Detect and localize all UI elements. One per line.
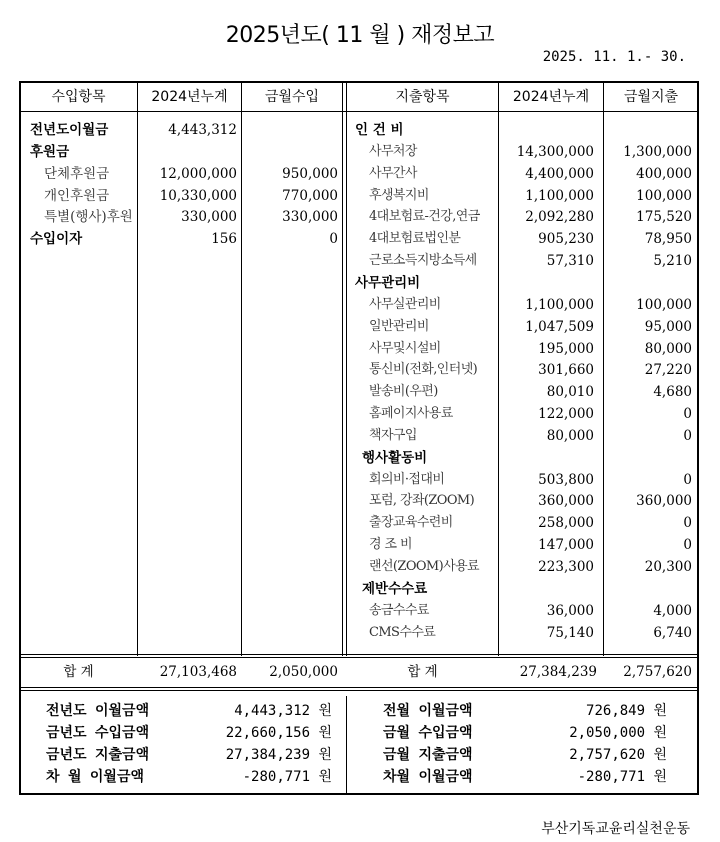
expense-item-month: 95,000 xyxy=(644,318,692,335)
expense-item-cum: 122,000 xyxy=(538,406,594,423)
summary-left-value: 22,660,156 원 xyxy=(225,725,332,741)
total-line xyxy=(19,657,699,658)
expense-item-label: 홈페이지사용료 xyxy=(369,406,453,422)
expense-item-cum: 1,047,509 xyxy=(525,318,594,335)
summary-divider xyxy=(346,696,347,795)
summary-left-label: 금년도 수입금액 xyxy=(46,725,150,741)
expense-item-label: 4대보험료-건강,연금 xyxy=(369,209,480,225)
expense-item-cum: 301,660 xyxy=(538,362,594,379)
header-expense-cum: 2024년누계 xyxy=(512,89,590,105)
expense-item-cum: 360,000 xyxy=(538,493,594,510)
expense-item-label: 포럼, 강좌(ZOOM) xyxy=(369,493,475,509)
expense-item-cum: 80,000 xyxy=(546,427,594,444)
expense-item-month: 78,950 xyxy=(644,231,692,248)
expense-item-label: 사무간사 xyxy=(369,165,417,181)
expense-item-cum: 195,000 xyxy=(538,340,594,357)
expense-item-label: 근로소득지방소득세 xyxy=(369,253,477,269)
summary-left-value: 27,384,239 원 xyxy=(225,747,332,763)
col-divider xyxy=(346,81,347,656)
col-divider xyxy=(342,81,343,656)
income-item-cum: 12,000,000 xyxy=(159,165,237,182)
report-title: 2025년도( 11 월 ) 재정보고 xyxy=(225,23,495,48)
expense-item-label: 인 건 비 xyxy=(355,122,404,138)
summary-right-label: 금월 수입금액 xyxy=(383,725,473,741)
summary-left-label: 차 월 이월금액 xyxy=(46,769,145,785)
expense-total-label: 합 계 xyxy=(407,664,438,680)
income-item-month: 0 xyxy=(329,231,338,248)
expense-item-month: 400,000 xyxy=(636,165,692,182)
summary-right-label: 금월 지출금액 xyxy=(383,747,473,763)
expense-item-label: 후생복지비 xyxy=(369,187,429,203)
income-item-month: 330,000 xyxy=(282,209,338,226)
expense-item-cum: 4,400,000 xyxy=(525,165,594,182)
expense-item-cum: 57,310 xyxy=(546,253,594,270)
expense-item-month: 4,000 xyxy=(653,602,692,619)
expense-item-cum: 1,100,000 xyxy=(525,296,594,313)
expense-total-month: 2,757,620 xyxy=(623,664,692,680)
summary-right-label: 차월 이월금액 xyxy=(383,769,473,785)
income-item-label: 수입이자 xyxy=(30,231,83,248)
summary-right-value: 2,757,620 원 xyxy=(569,747,667,763)
income-item-cum: 4,443,312 xyxy=(168,122,237,138)
header-income-cum: 2024년누계 xyxy=(151,89,228,105)
report-period: 2025. 11. 1.- 30. xyxy=(542,49,686,65)
expense-item-month: 0 xyxy=(683,471,692,488)
expense-item-month: 5,210 xyxy=(653,253,692,270)
summary-left-label: 금년도 지출금액 xyxy=(46,747,150,763)
summary-left-value: -280,771 원 xyxy=(242,769,332,785)
expense-item-month: 20,300 xyxy=(644,559,692,575)
expense-item-label: 사무및시설비 xyxy=(369,340,441,356)
expense-item-cum: 258,000 xyxy=(538,515,594,532)
expense-item-cum: 905,230 xyxy=(538,231,594,248)
expense-item-label: 4대보험료법인분 xyxy=(369,231,461,247)
header-income-item: 수입항목 xyxy=(51,89,106,105)
summary-right-label: 전월 이월금액 xyxy=(383,703,473,719)
income-total-month: 2,050,000 xyxy=(269,664,338,680)
expense-item-label: 랜선(ZOOM)사용료 xyxy=(369,559,479,574)
expense-item-cum: 80,010 xyxy=(546,384,594,401)
header-line xyxy=(19,111,699,112)
expense-item-cum: 14,300,000 xyxy=(516,143,594,160)
income-item-month: 770,000 xyxy=(282,187,338,204)
income-item-cum: 10,330,000 xyxy=(159,187,237,204)
expense-item-label: 통신비(전화,인터넷) xyxy=(369,362,478,378)
expense-item-label: 제반수수료 xyxy=(362,580,428,597)
expense-item-cum: 75,140 xyxy=(546,624,594,641)
expense-item-month: 360,000 xyxy=(636,493,692,510)
expense-item-label: 경 조 비 xyxy=(369,537,412,553)
expense-item-month: 0 xyxy=(683,515,692,532)
expense-item-label: 사무실관리비 xyxy=(369,296,441,312)
expense-item-month: 0 xyxy=(683,406,692,423)
summary-line xyxy=(19,690,699,691)
income-total-cum: 27,103,468 xyxy=(159,664,237,680)
summary-left-value: 4,443,312 원 xyxy=(234,703,332,719)
organization-name: 부산기독교윤리실천운동 xyxy=(541,821,690,837)
expense-item-label: 출장교육수련비 xyxy=(369,515,453,531)
expense-item-month: 0 xyxy=(683,427,692,444)
expense-item-label: 사무처장 xyxy=(369,143,417,159)
income-item-label: 전년도이월금 xyxy=(30,122,109,138)
expense-item-month: 0 xyxy=(683,537,692,554)
summary-right-value: 726,849 원 xyxy=(586,703,667,719)
expense-item-cum: 36,000 xyxy=(546,602,594,619)
header-expense-month: 금월지출 xyxy=(623,89,679,105)
expense-item-month: 1,300,000 xyxy=(623,143,692,160)
income-total-label: 합 계 xyxy=(63,664,94,680)
expense-item-label: CMS수수료 xyxy=(369,624,436,640)
income-item-month: 950,000 xyxy=(282,165,338,182)
income-item-label: 후원금 xyxy=(30,143,70,160)
expense-item-month: 175,520 xyxy=(636,209,692,226)
income-item-label: 단체후원금 xyxy=(44,165,110,182)
expense-item-label: 일반관리비 xyxy=(369,318,429,334)
expense-item-cum: 223,300 xyxy=(538,559,594,575)
expense-item-month: 100,000 xyxy=(636,187,692,204)
summary-right-value: 2,050,000 원 xyxy=(569,725,667,741)
expense-item-month: 4,680 xyxy=(653,384,692,401)
expense-item-label: 사무관리비 xyxy=(355,274,421,291)
expense-item-label: 책자구입 xyxy=(369,427,417,443)
header-income-month: 금월수입 xyxy=(264,89,320,105)
expense-item-cum: 503,800 xyxy=(538,471,594,488)
income-item-label: 개인후원금 xyxy=(44,187,110,204)
total-line xyxy=(19,654,699,655)
summary-left-label: 전년도 이월금액 xyxy=(46,703,150,719)
summary-right-value: -280,771 원 xyxy=(577,769,667,785)
header-expense-item: 지출항목 xyxy=(395,89,450,105)
expense-item-label: 송금수수료 xyxy=(369,602,429,618)
expense-item-cum: 1,100,000 xyxy=(525,187,594,204)
expense-item-cum: 2,092,280 xyxy=(525,209,594,226)
expense-item-month: 100,000 xyxy=(636,296,692,313)
income-item-cum: 156 xyxy=(211,231,237,248)
income-item-label: 특별(행사)후원 xyxy=(44,209,133,226)
expense-item-month: 6,740 xyxy=(653,624,692,641)
expense-item-month: 27,220 xyxy=(644,362,692,379)
expense-item-cum: 147,000 xyxy=(538,537,594,554)
expense-item-label: 발송비(우편) xyxy=(369,384,438,400)
income-item-cum: 330,000 xyxy=(181,209,237,226)
expense-item-label: 회의비·접대비 xyxy=(369,471,445,487)
expense-total-cum: 27,384,239 xyxy=(519,664,597,680)
expense-item-month: 80,000 xyxy=(644,340,692,357)
expense-item-label: 행사활동비 xyxy=(362,449,428,466)
summary-line xyxy=(19,687,699,688)
